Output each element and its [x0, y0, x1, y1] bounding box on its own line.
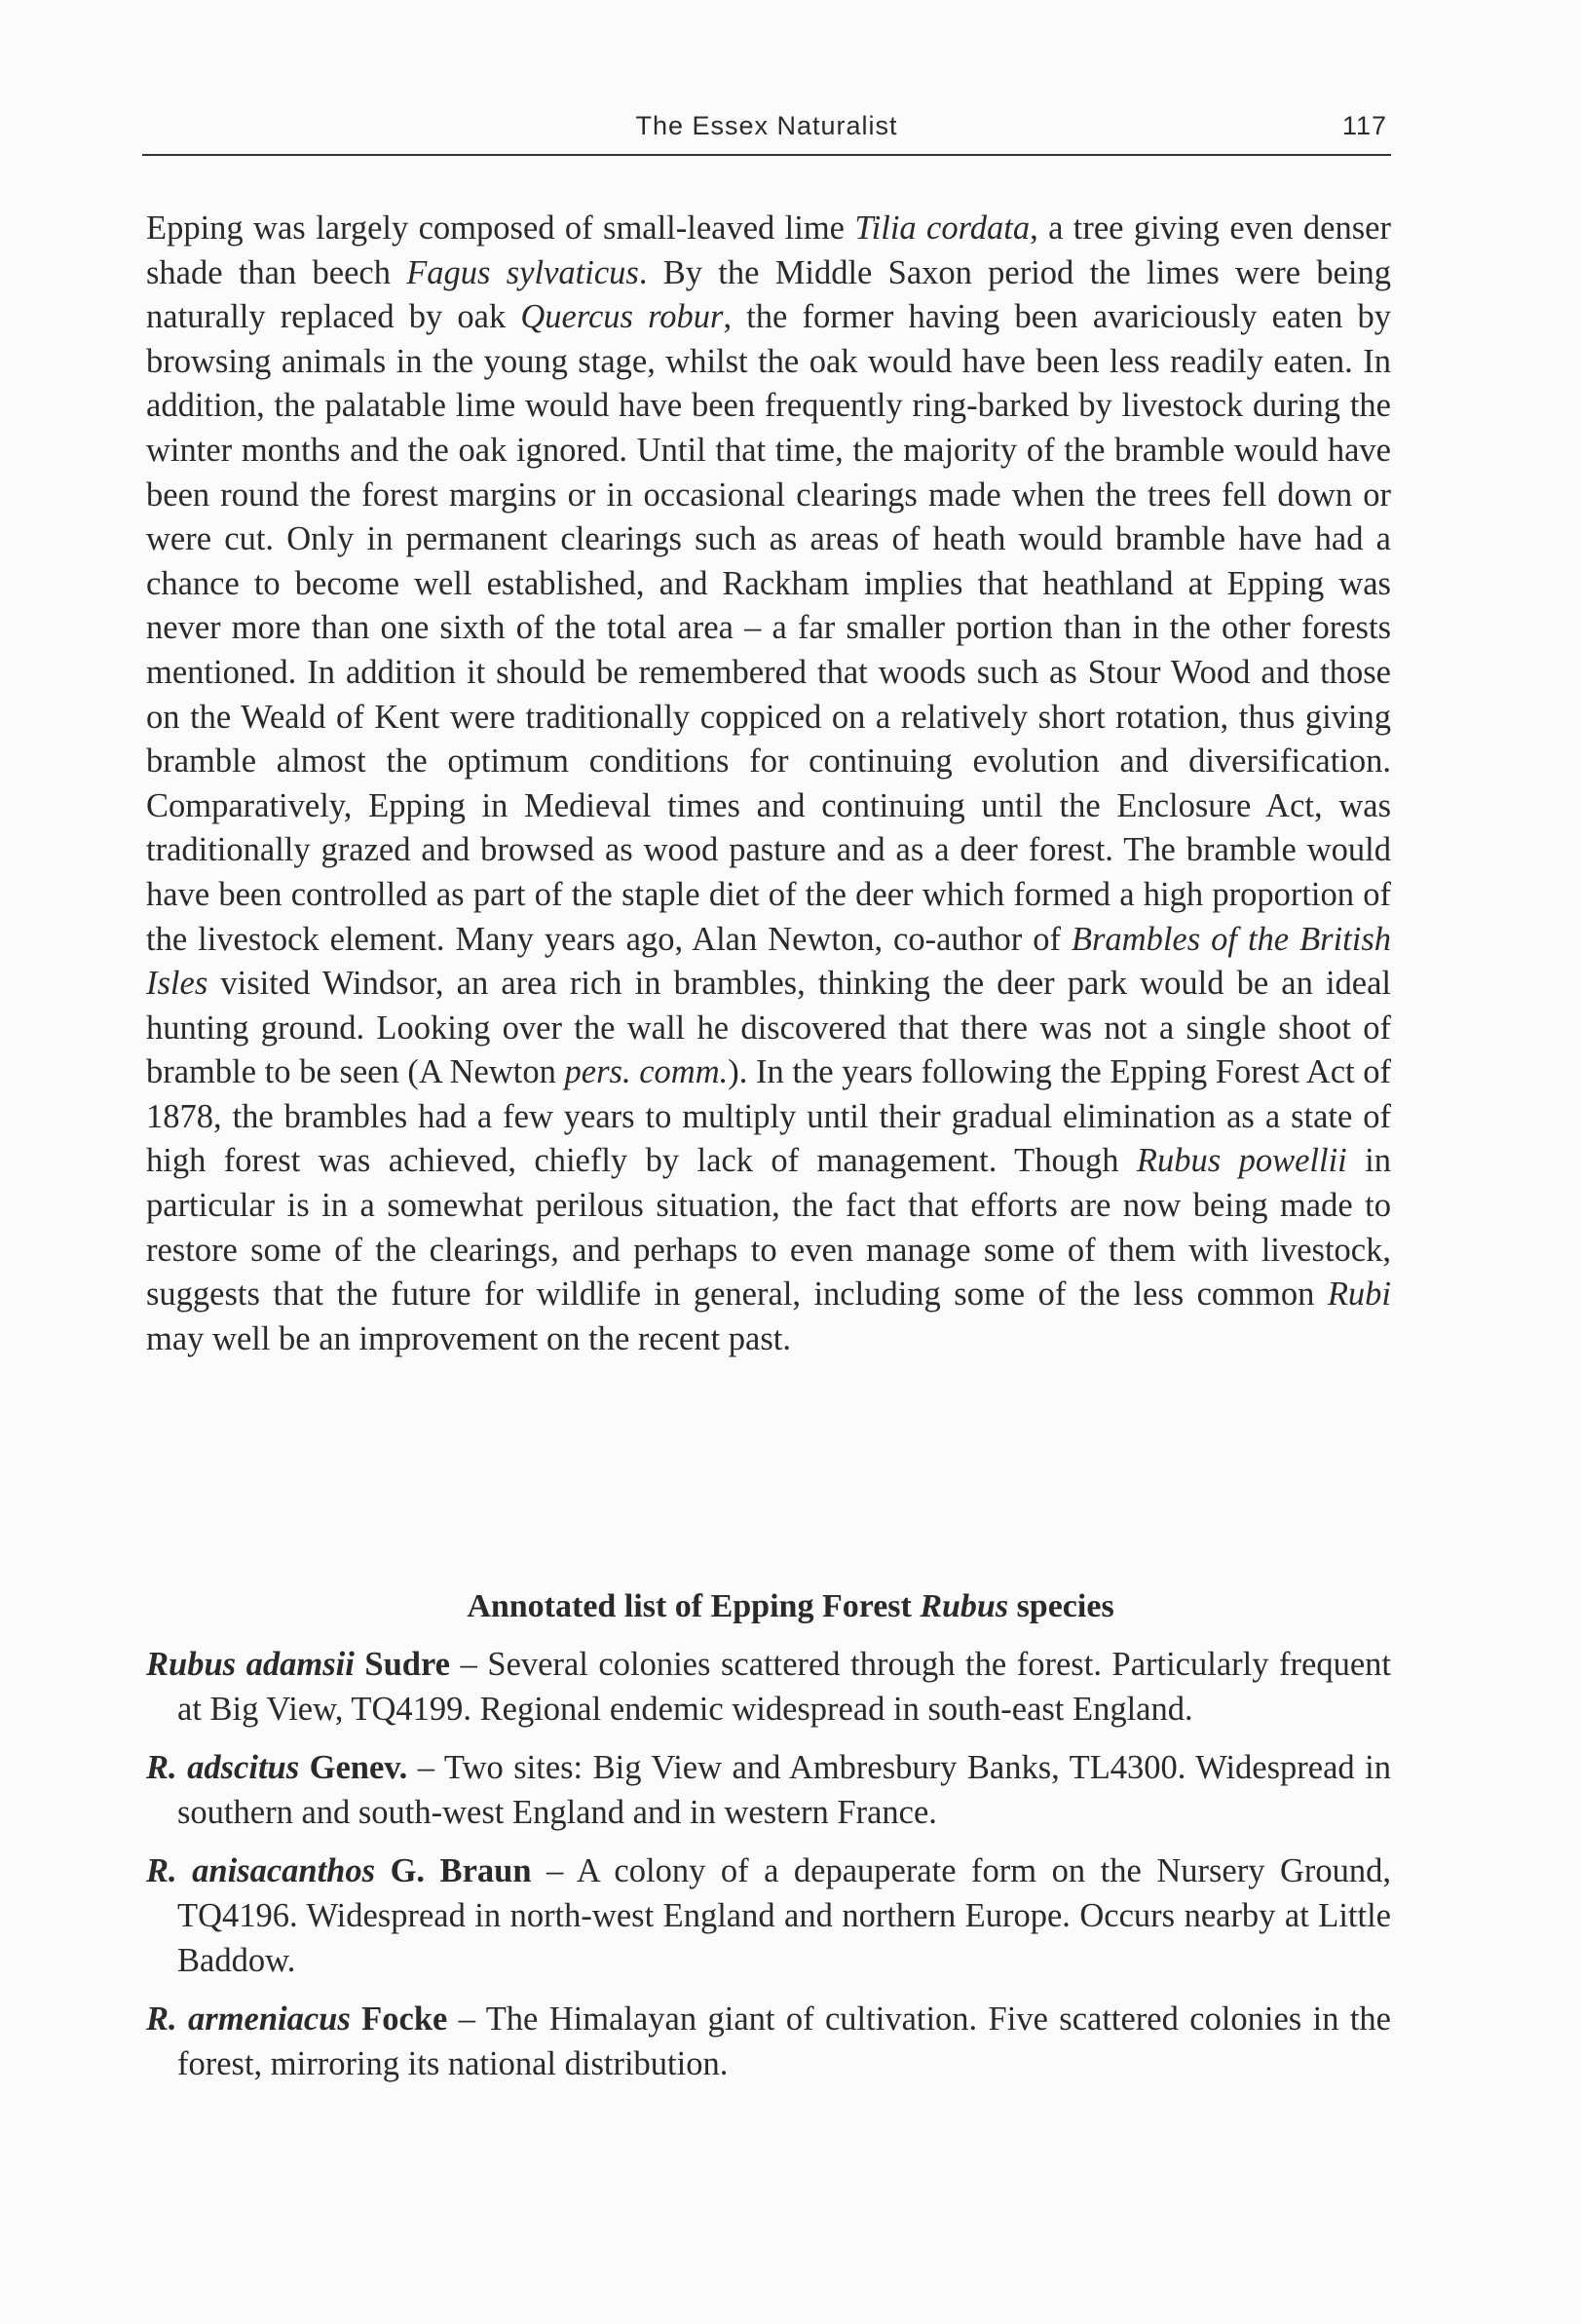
heading-genus: Rubus — [920, 1588, 1009, 1624]
section-heading — [0, 1588, 1581, 1625]
species-authority: G. Braun — [375, 1852, 532, 1889]
body-paragraph — [146, 207, 1391, 1361]
species-italic: Quercus robur — [520, 298, 724, 336]
species-name: R. anisacanthos — [146, 1852, 376, 1889]
species-entry — [146, 1848, 1391, 1983]
running-header — [142, 107, 1391, 156]
text-run: visited Windsor, an area rich in brambles, thinking the deer park would be an ideal hunting ground. Looking over the wall he discovered that there was not a single shoot of bramble to be seen (A Newton — [146, 965, 1391, 1091]
species-name: R. armeniacus — [146, 2000, 351, 2038]
species-authority: Genev. — [299, 1749, 408, 1786]
text-run: . By the Middle Saxon period the limes were being naturally replaced by oak — [146, 253, 1391, 336]
book-title-italic: Brambles of the British Isles — [146, 920, 1391, 1003]
species-authority: Focke — [350, 2000, 448, 2038]
citation-italic: pers. comm. — [564, 1053, 729, 1091]
species-name: R. adscitus — [146, 1749, 300, 1786]
heading-text: Annotated list of Epping Forest — [467, 1588, 921, 1624]
species-entry — [146, 1642, 1391, 1732]
species-name: Rubus adamsii — [146, 1646, 355, 1683]
text-run: , the former having been avariciously eaten by browsing animals in the young stage, whilst the oak would have been less readily eaten. In addition, the palatable lime would have been frequently ring-barked by livestock during the winter months and the oak ignored. Until that time, the majority of the bramble would have been round the forest margins or in occasional clearings made when the trees fell down or were cut. Only in permanent clearings such as areas of heath would bramble have had a chance to become well established, and Rackham implies that heathland at Epping was never more than one sixth of the total area – a far smaller portion than in the other forests mentioned. In addition it should be remembered that woods such as Stour Wood and those on the Weald of Kent were traditionally coppiced on a relatively short rotation, thus giving bramble almost the optimum conditions for continuing evolution and diversification. Comparatively, Epping in Medieval times and continuing until the Enclosure Act, was traditionally grazed and browsed as wood pasture and as a deer forest. The bramble would have been controlled as part of the staple diet of the deer which formed a high proportion of the livestock element. Many years ago, Alan Newton, co-author of — [146, 298, 1392, 958]
text-run: , a tree giving even denser shade than beech — [146, 210, 1391, 291]
species-list — [146, 1642, 1391, 2100]
text-run: in particular is in a somewhat perilous situation, the fact that efforts are now being made to restore some of the clearings, and perhaps to even manage some of them with livestock, suggests that the future for wildlife in general, including some of the less common — [146, 1142, 1391, 1314]
species-italic: Fagus sylvaticus — [406, 253, 639, 291]
text-run: Epping was largely composed of small-leaved lime — [146, 210, 855, 247]
running-title: The Essex Naturalist — [635, 111, 898, 140]
species-description: – The Himalayan giant of cultivation. Five scattered colonies in the forest, mirroring its national distribution. — [177, 2000, 1391, 2082]
text-run: ). In the years following the Epping Forest Act of 1878, the brambles had a few years to multiply until their gradual elimination as a state of high forest was achieved, chiefly by lack of management. Though — [146, 1053, 1392, 1180]
species-description: – A colony of a depauperate form on the Nursery Ground, TQ4196. Widespread in north-west England and northern Europe. Occurs nearby at Little Baddow. — [177, 1852, 1391, 1979]
page-number: 117 — [1341, 111, 1387, 140]
species-authority: Sudre — [354, 1646, 450, 1683]
species-entry — [146, 1745, 1391, 1835]
species-italic: Tilia cordata — [854, 210, 1031, 247]
genus-italic: Rubi — [1327, 1276, 1391, 1314]
species-description: – Several colonies scattered through the forest. Particularly frequent at Big View, TQ4199. Regional endemic widespread in south-east England. — [177, 1646, 1391, 1728]
text-run: may well be an improvement on the recent past. — [146, 1319, 791, 1357]
species-italic: Rubus powellii — [1136, 1142, 1347, 1180]
species-entry — [146, 1997, 1391, 2086]
heading-text: species — [1008, 1588, 1114, 1624]
species-description: – Two sites: Big View and Ambresbury Banks, TL4300. Widespread in southern and south-west England and in western France. — [177, 1749, 1391, 1831]
